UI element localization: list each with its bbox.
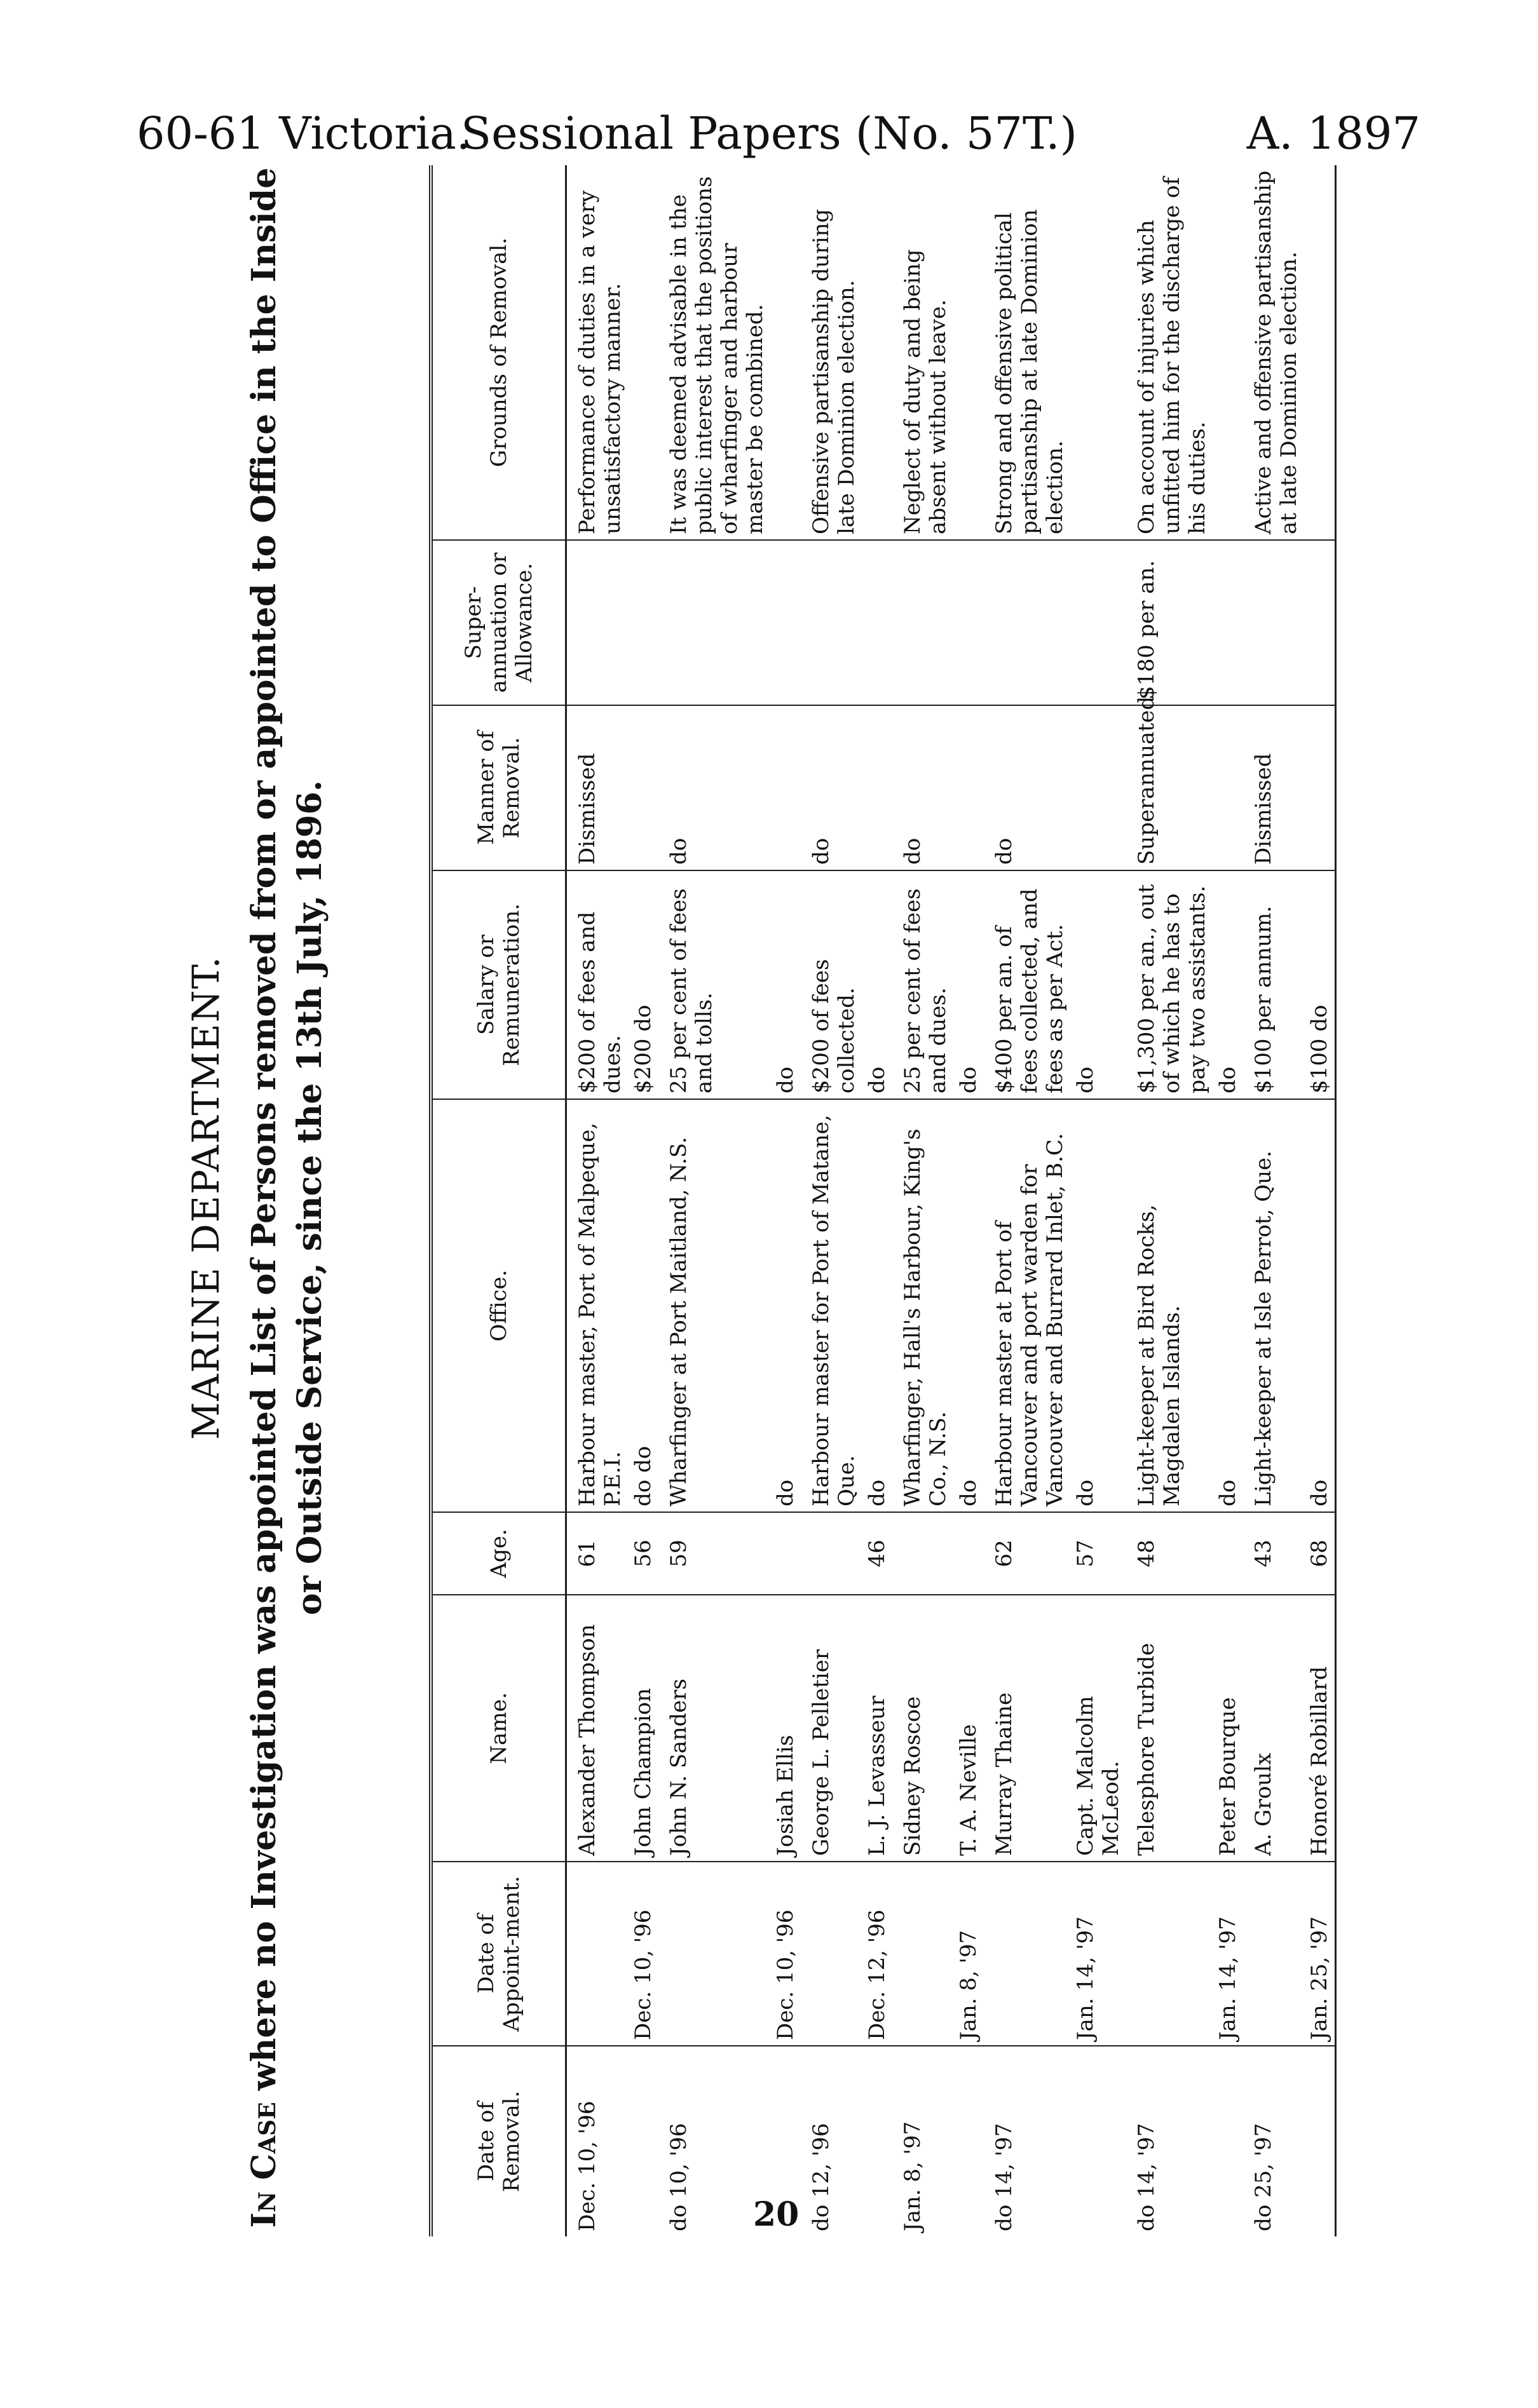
table-cell [628, 165, 658, 540]
table-cell: 46 [862, 1512, 892, 1595]
table-cell [862, 2046, 892, 2236]
table-cell: Dismissed [1243, 705, 1304, 870]
table-cell: $100 do [1304, 870, 1336, 1099]
table-header-row [431, 165, 566, 2236]
table-cell [1213, 1512, 1243, 1595]
table-cell: do do [628, 1099, 658, 1512]
table-row [628, 165, 658, 2236]
table-cell: A. Groulx [1243, 1595, 1304, 1862]
table-cell [1126, 1862, 1213, 2046]
table-cell [953, 165, 984, 540]
table-cell: Dec. 10, '96 [628, 1862, 658, 2046]
table-cell: Jan. 8, '97 [953, 1862, 984, 2046]
table-cell [801, 540, 862, 705]
table-cell [1304, 2046, 1336, 2236]
table-cell: do [984, 705, 1070, 870]
table-cell [770, 1512, 801, 1595]
table-body [566, 165, 1336, 2236]
table-cell: do [1213, 1099, 1243, 1512]
col-date-of-appointment: Date of Appoint-ment. [431, 1862, 566, 2046]
table-cell: 57 [1070, 1512, 1126, 1595]
table-cell [1213, 705, 1243, 870]
col-age: Age. [431, 1512, 566, 1595]
col-salary: Salary or Remuneration. [431, 870, 566, 1099]
table-row [1126, 165, 1213, 2236]
table-cell: Murray Thaine [984, 1595, 1070, 1862]
table-cell: Harbour master, Port of Malpeque, P.E.I. [566, 1099, 629, 1512]
header-left: 60-61 Victoria. [137, 107, 471, 159]
table-cell: Dec. 12, '96 [862, 1862, 892, 2046]
table-cell: do 10, '96 [666, 2123, 691, 2231]
table-cell: Dec. 10, '96 [770, 1862, 801, 2046]
table-cell: Alexander Thompson [566, 1595, 629, 1862]
page-number: 20 [753, 2195, 800, 2234]
table-cell [1304, 705, 1336, 870]
table-row [1070, 165, 1126, 2236]
table-cell: It was deemed advisable in the public interest that the positions of wharfinger and harbour master be combined. [658, 165, 770, 540]
col-office: Office. [431, 1099, 566, 1512]
table-cell: Jan. 14, '97 [1070, 1862, 1126, 2046]
table-cell: do 25, '97 [1251, 2123, 1276, 2231]
table-cell: 48 [1126, 1512, 1213, 1595]
table-cell: do [658, 705, 770, 870]
header-center: Sessional Papers (No. 57T.) [461, 107, 1077, 159]
table-cell: 43 [1243, 1512, 1304, 1595]
table-cell [770, 165, 801, 540]
rotated-table-block [178, 146, 1506, 2249]
table-cell [658, 1862, 770, 2046]
table-cell: do [862, 870, 892, 1099]
table-cell: Offensive partisanship during late Dominion election. [801, 165, 862, 540]
table-cell [862, 705, 892, 870]
table-cell: Peter Bourque [1213, 1595, 1243, 1862]
title-block [178, 146, 419, 2249]
col-name: Name. [431, 1595, 566, 1862]
table-cell: do 14, '97 [991, 2123, 1017, 2231]
table-cell [770, 705, 801, 870]
table-cell: Dec. 10, '96 [575, 2100, 600, 2231]
table-cell [953, 1512, 984, 1595]
table-cell [1304, 540, 1336, 705]
table-cell [892, 540, 953, 705]
table-cell: Jan. 8, '97 [900, 2121, 925, 2231]
col-manner-of-removal: Manner of Removal. [431, 705, 566, 870]
table-cell [953, 540, 984, 705]
table-cell: 61 [566, 1512, 629, 1595]
table-row [801, 165, 862, 2236]
table-cell: On account of injuries which unfitted him for the discharge of his duties. [1126, 165, 1213, 540]
col-superannuation: Super-annuation or Allowance. [431, 540, 566, 705]
table-row [770, 165, 801, 2236]
subtitle-text: where no Investigation was appointed List of Persons removed from or appointed to Office in the Inside or Outside Service, since the 13th July, 1896. [245, 167, 329, 2102]
table-cell: $1,300 per an., out of which he has to pay two assistants. [1126, 870, 1213, 1099]
col-date-of-removal: Date of Removal. [473, 2090, 524, 2193]
header-right: A. 1897 [1246, 107, 1420, 159]
table-cell: Strong and offensive political partisanship at late Dominion election. [984, 165, 1070, 540]
subtitle [242, 146, 333, 2249]
table-row [1213, 165, 1243, 2236]
table-cell: Honoré Robillard [1304, 1595, 1336, 1862]
table-cell: L. J. Levasseur [862, 1595, 892, 1862]
table-row [892, 165, 953, 2236]
table-cell [801, 1512, 862, 1595]
table-cell: $400 per an. of fees collected, and fees as per Act. [984, 870, 1070, 1099]
table-cell: Wharfinger at Port Maitland, N.S. [658, 1099, 770, 1512]
col-grounds-of-removal: Grounds of Removal. [431, 165, 566, 540]
table-cell: George L. Pelletier [801, 1595, 862, 1862]
table-cell: T. A. Neville [953, 1595, 984, 1862]
table-cell: $200 do [628, 870, 658, 1099]
table-cell: do [1213, 870, 1243, 1099]
table-cell [770, 540, 801, 705]
table-cell: 68 [1304, 1512, 1336, 1595]
table-cell: Superannuated. [1126, 705, 1213, 870]
table-cell: 62 [984, 1512, 1070, 1595]
table-cell: $200 of fees collected. [801, 870, 862, 1099]
table-cell [1243, 540, 1304, 705]
table-cell: Capt. Malcolm McLeod. [1070, 1595, 1126, 1862]
table-cell: do [1304, 1099, 1336, 1512]
table-cell: Wharfinger, Hall's Harbour, King's Co., N.S. [892, 1099, 953, 1512]
table-cell: John Champion [628, 1595, 658, 1862]
table-cell [984, 1862, 1070, 2046]
table-cell: do [801, 705, 862, 870]
table-cell [1070, 2046, 1126, 2236]
table-cell: Harbour master for Port of Matane, Que. [801, 1099, 862, 1512]
table-row [953, 165, 984, 2236]
table-cell: do [862, 1099, 892, 1512]
table-cell: $100 per annum. [1243, 870, 1304, 1099]
table-row [658, 165, 770, 2236]
table-cell [658, 540, 770, 705]
table-cell [953, 2046, 984, 2236]
table-cell: 59 [658, 1512, 770, 1595]
table-row [984, 165, 1070, 2236]
table-cell [628, 2046, 658, 2236]
table-cell: Performance of duties in a very unsatisfactory manner. [566, 165, 629, 540]
table-cell [628, 705, 658, 870]
table-cell [1070, 165, 1126, 540]
table-cell: Josiah Ellis [770, 1595, 801, 1862]
table-cell [801, 1862, 862, 2046]
table-cell: Active and offensive partisanship at late Dominion election. [1243, 165, 1304, 540]
table-cell: do 12, '96 [808, 2123, 834, 2231]
table-cell: do [1070, 870, 1126, 1099]
table-cell: John N. Sanders [658, 1595, 770, 1862]
table-cell: $200 of fees and dues. [566, 870, 629, 1099]
table-cell: do [892, 705, 953, 870]
table-cell [1213, 540, 1243, 705]
removals-table [429, 165, 1337, 2236]
table-cell: do [1070, 1099, 1126, 1512]
table-cell: $180 per an. [1126, 540, 1213, 705]
table-cell [1304, 165, 1336, 540]
table-cell: Neglect of duty and being absent without leave. [892, 165, 953, 540]
department-title: MARINE DEPARTMENT. [184, 955, 228, 1440]
table-cell: 56 [628, 1512, 658, 1595]
table-cell: Light-keeper at Bird Rocks, Magdalen Islands. [1126, 1099, 1213, 1512]
table-cell: Jan. 14, '97 [1213, 1862, 1243, 2046]
table-cell [1070, 705, 1126, 870]
table-cell: do 14, '97 [1134, 2123, 1159, 2231]
table-row [862, 165, 892, 2236]
table-cell [892, 1862, 953, 2046]
table-cell [566, 540, 629, 705]
table-cell [628, 540, 658, 705]
table-cell: Telesphore Turbide [1126, 1595, 1213, 1862]
table-row [566, 165, 629, 2236]
table-cell: Dismissed [566, 705, 629, 870]
subtitle-lead: In Case [245, 2102, 283, 2228]
table-cell: do [953, 870, 984, 1099]
table-cell [953, 705, 984, 870]
table-cell [862, 540, 892, 705]
table-row [1243, 165, 1304, 2236]
table-cell [1213, 2046, 1243, 2236]
table-cell [1070, 540, 1126, 705]
table-cell: do [953, 1099, 984, 1512]
table-cell: 25 per cent of fees and tolls. [658, 870, 770, 1099]
table-cell [566, 1862, 629, 2046]
table-cell: Light-keeper at Isle Perrot, Que. [1243, 1099, 1304, 1512]
table-cell: Harbour master at Port of Vancouver and port warden for Vancouver and Burrard Inlet, B.C. [984, 1099, 1070, 1512]
table-cell: do [770, 1099, 801, 1512]
table-cell: Sidney Roscoe [892, 1595, 953, 1862]
table-cell: Jan. 25, '97 [1304, 1862, 1336, 2046]
table-cell [892, 1512, 953, 1595]
table-cell [862, 165, 892, 540]
table-cell [984, 540, 1070, 705]
table-cell [1243, 1862, 1304, 2046]
table-cell: do [770, 870, 801, 1099]
table-cell: 25 per cent of fees and dues. [892, 870, 953, 1099]
table-row [1304, 165, 1336, 2236]
table-cell [1213, 165, 1243, 540]
